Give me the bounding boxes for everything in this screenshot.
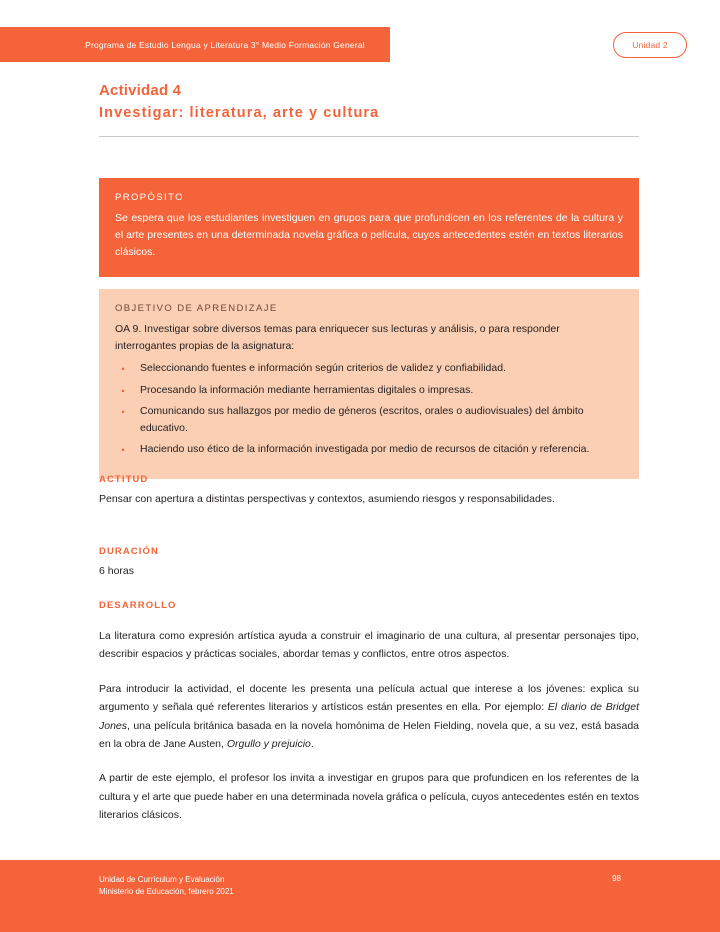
- unit-badge-label: Unidad 2: [632, 40, 668, 50]
- list-item: · Procesando la información mediante herramientas digitales o impresas.: [115, 382, 623, 399]
- footer-bar: [0, 860, 720, 932]
- list-item: · Haciendo uso ético de la información investigada por medio de recursos de citación y referencia.: [115, 441, 623, 458]
- desarrollo-section: [99, 600, 639, 824]
- desarrollo-paragraph-2: [99, 680, 639, 754]
- header-banner-text: Programa de Estudio Lengua y Literatura 3° Medio Formación General: [85, 39, 365, 50]
- desarrollo-paragraph-3: A partir de este ejemplo, el profesor los invita a investigar en grupos para que profundicen en los referentes de la cultura y el arte que puede haber en una determinada novela gráfica o película, cuyos antecedentes estén en textos literarios clásicos.: [99, 772, 639, 821]
- actitud-label: ACTITUD: [99, 474, 149, 485]
- proposito-block: [99, 178, 639, 277]
- objetivo-intro: OA 9. Investigar sobre diversos temas para enriquecer sus lecturas y análisis, o para responder interrogantes propias de la asignatura:: [115, 323, 560, 352]
- par2-title-1: El diario de Bridget Jones: [99, 701, 639, 732]
- duracion-label: DURACIÓN: [99, 546, 159, 557]
- actitud-text: Pensar con apertura a distintas perspectivas y contextos, asumiendo riesgos y responsabilidades.: [99, 493, 555, 505]
- activity-subtitle: Investigar: literatura, arte y cultura: [99, 105, 380, 121]
- list-item: · Seleccionando fuentes e información según criterios de validez y confiabilidad.: [115, 360, 623, 377]
- footer-text: [99, 874, 234, 898]
- page-title-block: [99, 82, 639, 121]
- desarrollo-paragraph-1: La literatura como expresión artística ayuda a construir el imaginario de una cultura, al presentar personajes tipo, describir espacios y prácticas sociales, abordar temas y conflictos, entre otros aspectos.: [99, 630, 639, 661]
- par2-text-a: Para introducir la actividad, el docente les presenta una película actual que interese a los jóvenes: explica su argumento y señala qué referentes literarios y artísticos están presentes en ella. Por ejemplo:: [99, 682, 639, 714]
- header-banner: [0, 27, 390, 62]
- par2-text-b: , una película británica basada en la novela homónima de Helen Fielding, novela que, a su vez, está basada en la obra de Jane Austen,: [99, 719, 639, 750]
- list-item: · Comunicando sus hallazgos por medio de géneros (escritos, orales o audiovisuales) del ámbito educativo.: [115, 403, 623, 436]
- unit-badge: [613, 32, 687, 58]
- page-number: 98: [612, 874, 621, 883]
- objetivo-aprendizaje-block: [99, 289, 639, 479]
- footer-line-1: Unidad de Currículum y Evaluación: [99, 875, 225, 884]
- duracion-section: [99, 546, 639, 580]
- objetivo-label: OBJETIVO DE APRENDIZAJE: [115, 303, 278, 314]
- par2-title-2: Orgullo y prejuicio: [226, 737, 311, 750]
- desarrollo-label: DESARROLLO: [99, 600, 177, 611]
- activity-title: Actividad 4: [99, 82, 182, 99]
- proposito-label: PROPÓSITO: [115, 192, 184, 203]
- duracion-text: 6 horas: [99, 565, 135, 577]
- proposito-text: Se espera que los estudiantes investiguen en grupos para que profundicen en los referentes de la cultura y el arte presentes en una determinada novela gráfica o película, cuyos antecedentes estén en textos literarios clásicos.: [115, 212, 623, 258]
- title-divider: [99, 136, 639, 137]
- footer-line-2: Ministerio de Educación, febrero 2021: [99, 887, 234, 896]
- par2-text-c: .: [310, 737, 314, 750]
- objetivo-list: [115, 360, 623, 458]
- actitud-section: [99, 474, 639, 508]
